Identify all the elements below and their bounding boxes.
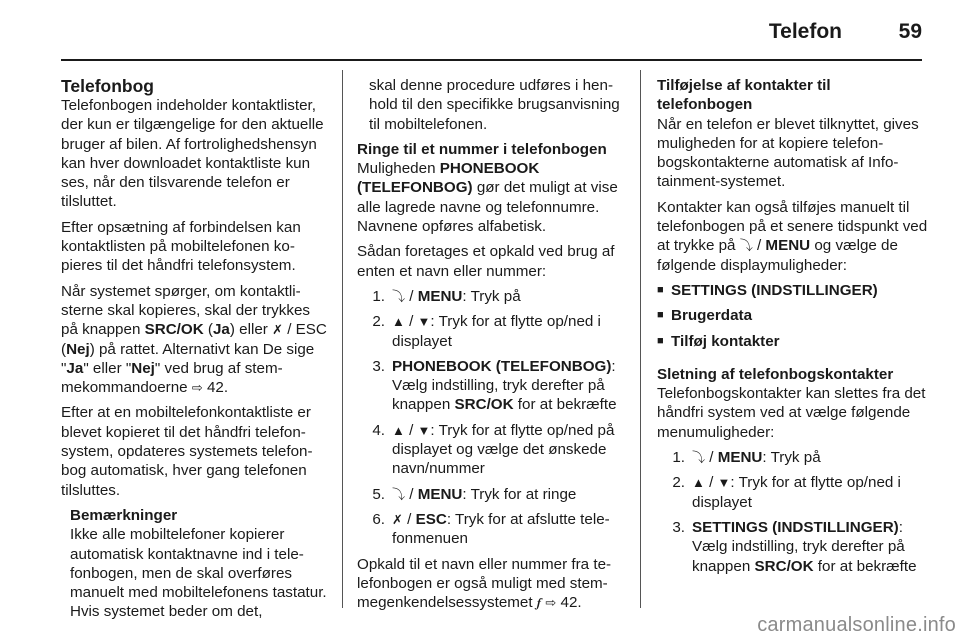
hangup-icon: ✗ <box>272 322 283 338</box>
page-reference-icon: ⇨ <box>545 595 557 611</box>
column-2 <box>357 76 627 618</box>
note-heading: Bemærkninger <box>70 506 178 524</box>
paragraph: Efter at en mobiltelefonkontaktliste er blevet kopieret til det håndfri telefonsystem, opdateres systemets telefonbog automatisk, hver gang telefonen tilsluttes. <box>61 404 313 499</box>
square-bullet-icon: ■ <box>657 283 664 296</box>
page-reference-icon: ⇨ <box>191 380 203 396</box>
step-5: 5. ⤵ / MENU: Tryk for at ringe <box>372 485 577 503</box>
paragraph: Telefonbogskontakter kan slettes fra det håndfri system ved at vælge følgende menumuligheder: <box>657 385 926 441</box>
column-divider-1 <box>342 70 343 608</box>
subheading-call-from-phonebook: Ringe til et nummer i telefonbogen <box>357 140 607 158</box>
paragraph-copy-prompt: Når systemet spørger, om kontaktlisterne skal kopieres, skal der trykkes på knappen SRC/OK (Ja) eller ✗ / ESC (Nej) på rattet. Alternativt kan De sige "Ja" eller "Nej" ved brug af stemmekommandoerne ⇨ 42. <box>61 282 327 397</box>
subheading-add-contacts: Tilføjelse af kontakter til telefonbogen <box>657 77 831 114</box>
column-3 <box>657 76 929 582</box>
call-icon: ⤵ <box>739 238 753 254</box>
square-bullet-icon: ■ <box>657 334 664 347</box>
watermark: carmanualsonline.info <box>757 614 956 636</box>
arrow-up-icon: ▲ <box>692 475 705 491</box>
call-icon: ⤵ <box>392 486 406 502</box>
step-2: 2. ▲ / ▼: Tryk for at flytte op/ned i displayet <box>672 474 901 511</box>
call-icon: ⤵ <box>692 450 706 466</box>
list-item: ■ Brugerdata <box>657 307 753 325</box>
paragraph: Telefonbogen indeholder kontaktlister, der kun er tilgængelige for den aktuelle bruger af bilen. Af fortrolighedshensyn kan hver downloadet kontaktliste kun ses, når den tilsvarende telefon er tilsluttet. <box>61 97 324 211</box>
paragraph: Sådan foretages et opkald ved brug af enten et navn eller nummer: <box>357 243 615 280</box>
list-item: ■ Tilføj kontakter <box>657 332 780 350</box>
paragraph: Efter opsætning af forbindelsen kan kontaktlisten på mobiltelefonen kopieres til det håndfri telefonsystem. <box>61 218 301 275</box>
call-icon: ⤵ <box>392 288 406 304</box>
paragraph: Muligheden PHONEBOOK (TELEFONBOG) gør det muligt at vise alle lagrede navne og telefonnumre. Navnene opføres alfabetisk. <box>357 160 618 236</box>
header-rule <box>61 59 922 61</box>
voice-icon: 𝆑 <box>536 595 542 611</box>
note-text: Ikke alle mobiltelefoner kopierer automatisk kontaktnavne ind i telefonbogen, men de skal overføres manuelt med mobiltelefonens tastatur. Hvis systemet beder om det, <box>70 526 327 621</box>
column-1 <box>61 76 329 622</box>
arrow-down-icon: ▼ <box>717 475 731 491</box>
step-6: 6. ✗ / ESC: Tryk for at afslutte telefonmenuen <box>372 510 610 548</box>
subheading-delete-contacts: Sletning af telefonbogskontakter <box>657 365 894 383</box>
column-divider-2 <box>640 70 641 608</box>
paragraph: Når en telefon er blevet tilknyttet, gives muligheden for at kopiere telefonbogskontakterne automatisk af Infotainment-systemet. <box>657 115 919 191</box>
step-2: 2. ▲ / ▼: Tryk for at flytte op/ned i displayet <box>372 313 601 350</box>
arrow-up-icon: ▲ <box>392 422 405 438</box>
list-item: ■ SETTINGS (INDSTILLINGER) <box>657 281 878 299</box>
arrow-up-icon: ▲ <box>392 314 405 330</box>
page-section-title: Telefon <box>768 20 842 43</box>
step-3: 3. SETTINGS (INDSTILLINGER): Vælg indstilling, tryk derefter på knappen SRC/OK for at bekræfte <box>672 518 917 575</box>
arrow-down-icon: ▼ <box>417 314 431 330</box>
square-bullet-icon: ■ <box>657 309 664 322</box>
note-text-continued: skal denne procedure udføres i henhold til den specifikke brugsanvisning til mobiltelefonen. <box>369 77 620 133</box>
paragraph: Kontakter kan også tilføjes manuelt til telefonbogen på et senere tidspunkt ved at trykke på ⤵ / MENU og vælge de følgende displaymuligheder: <box>657 198 928 274</box>
step-1: 1. ⤵ / MENU: Tryk på <box>372 287 521 305</box>
section-heading-telefonbog: Telefonbog <box>61 76 154 96</box>
paragraph-voice-recognition: Opkald til et navn eller nummer fra telefonbogen er også muligt med stemmegenkendelsessystemet 𝆑 ⇨ 42. <box>357 555 612 612</box>
hangup-icon: ✗ <box>392 511 403 527</box>
page-number: 59 <box>898 20 922 43</box>
step-1: 1. ⤵ / MENU: Tryk på <box>672 449 821 467</box>
arrow-down-icon: ▼ <box>417 422 431 438</box>
step-4: 4. ▲ / ▼: Tryk for at flytte op/ned på displayet og vælge det ønskede navn/nummer <box>372 421 615 478</box>
step-3: 3. PHONEBOOK (TELEFONBOG): Vælg indstilling, tryk derefter på knappen SRC/OK for at bekræfte <box>372 357 617 414</box>
note-block <box>70 506 329 622</box>
